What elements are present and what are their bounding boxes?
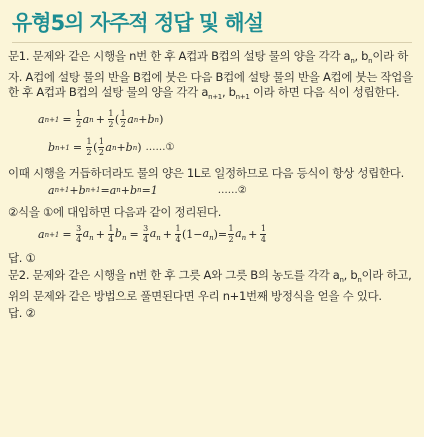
p1-sub-a: n	[350, 57, 355, 65]
p1-sub-d: n+1	[235, 93, 250, 101]
p1-text-b: , b	[354, 49, 369, 63]
eq1-term-a: a	[82, 113, 90, 126]
answer-1: 답. ①	[8, 250, 36, 265]
p1-text-a: 문1. 문제와 같은 시행을 n번 한 후 A컵과 B컵의 설탕 물의 양을 각각 a	[8, 49, 351, 63]
eq1-lhs-sub: n+1	[44, 115, 60, 124]
eq1-frac-2: $\frac{1}{2}$	[108, 109, 114, 129]
p1-text-e: 이라 하면 다음 식이 성립한다.	[249, 85, 400, 99]
problem2-text: 문2. 문제와 같은 시행을 n번 한 후 그릇 A와 그릇 B의 농도를 각각 $a_n$, $b_n$이라 하고, 위의 문제와 같은 방법으로 풀면된다면 우리 n+1번째 방정식을 얻을 수 있다.	[8, 268, 412, 303]
equation-4: a n+1 = $\frac{3}{4}$ $a_n$ + $\frac{1}{4}$ $b_n$ = $\frac{3}{4}$ $a_n$ + $\frac{1}{4}$ (1− $a_n$ )= $\frac{1}{2}$ $a_n$ + $\frac{1}{4}$	[38, 224, 266, 244]
eq3-mark: ……②	[217, 184, 247, 196]
equation-3: a n+1 +b n+1 =a n +b n =1 ……②	[48, 183, 247, 197]
p1-sub-b: n	[368, 57, 373, 65]
eq1-lhs: a	[38, 113, 45, 126]
eq2-frac-2: $\frac{1}{2}$	[98, 137, 104, 157]
problem1-intro	[8, 49, 416, 106]
answer-2: 답. ②	[8, 306, 36, 320]
equation-1: a n+1 = $\frac{1}{2}$ a n + $\frac{1}{2}$ ( $\frac{1}{2}$ a n +b n )	[38, 109, 164, 129]
eq1-frac-3: $\frac{1}{2}$	[120, 109, 126, 129]
equation-2: b n+1 = $\frac{1}{2}$ ( $\frac{1}{2}$ a n +b n ) ……①	[48, 137, 175, 157]
eq2-mark: ……①	[145, 142, 175, 153]
problem1-note: 이때 시행을 거듭하더라도 물의 양은 1L로 일정하므로 다음 등식이 항상 성립한다.	[8, 165, 404, 180]
eq2-frac-1: $\frac{1}{2}$	[86, 137, 92, 157]
eq2-lhs: b	[48, 141, 56, 154]
p1-text-d: , b	[221, 85, 236, 99]
p1-sub-c: n+1	[208, 93, 222, 101]
page-title: 유형5의 자주적 정답 및 해설	[12, 11, 264, 35]
problem1-substitution: ②식을 ①에 대입하면 다음과 같이 정리된다.	[8, 205, 222, 219]
p1-text-c: 이라 하자. A컵에 설탕 물의 반을 B컵에 붓은 다음 B컵에 설탕 물의 반을 A컵에 붓는 작업을 한 후 A컵과 B컵의 설탕 물의 양을 각각 a	[8, 49, 413, 99]
title-divider	[12, 42, 412, 43]
eq1-frac-1: $\frac{1}{2}$	[76, 109, 82, 129]
